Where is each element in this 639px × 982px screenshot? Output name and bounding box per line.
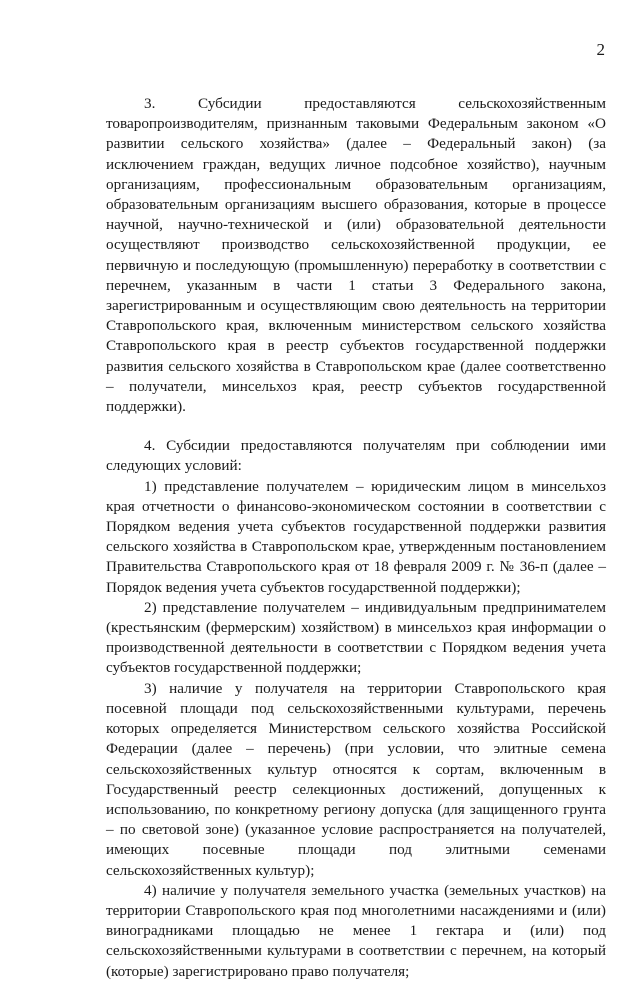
condition-2: 2) представление получателем – индивидуальным предпринимателем (крестьянским (фермерским) хозяйством) в минсельхоз края информации о производственной деятельности в соответствии с Порядком ведения учета субъектов государственной поддержки; [106, 598, 606, 677]
condition-3: 3) наличие у получателя на территории Ставропольского края посевной площади под сельскохозяйственными культурами, перечень которых определяется Министерством сельского хозяйства Российской Федерации (далее – перечень) (при условии, что элитные семена сельскохозяйственных культур относятся к сортам, включенным в Государственный реестр селекционных достижений, допущенных к использованию, по конкретному региону допуска (для защищенного грунта – по световой зоне) (указанное условие распространяется на получателей, имеющих посевные площади под элитными семенами сельскохозяйственных культур); [106, 679, 606, 879]
condition-4: 4) наличие у получателя земельного участка (земельных участков) на территории Ставропольского края под многолетними насаждениями и (или) виноградниками площадью не менее 1 гектара и (или) под сельскохозяйственными культурами в соответствии с перечнем, на который (которые) зарегистрировано право получателя; [106, 881, 606, 980]
page-number: 2 [596, 40, 605, 59]
document-body [106, 94, 606, 982]
paragraph-4: 4. Субсидии предоставляются получателям при соблюдении ими следующих условий: [106, 437, 606, 475]
paragraph-3: 3. Субсидии предоставляются сельскохозяйственным товаропроизводителям, признанным таковыми Федеральным законом «О развитии сельского хозяйства» (далее – Федеральный закон) (за исключением граждан, ведущих личное подсобное хозяйство), научным организациям, профессиональным образовательным организациям, образовательным организациям высшего образования, которые в процессе научной, научно-технической и (или) образовательной деятельности осуществляют производство сельскохозяйственной продукции, ее первичную и последующую (промышленную) переработку в соответствии с перечнем, указанным в части 1 статьи 3 Федерального закона, зарегистрированным и осуществляющим свою деятельность на территории Ставропольского края, включенным министерством сельского хозяйства Ставропольского края в реестр субъектов государственной поддержки развития сельского хозяйства в Ставропольском крае (далее соответственно – получатели, минсельхоз края, реестр субъектов государственной поддержки). [106, 95, 606, 416]
condition-1: 1) представление получателем – юридическим лицом в минсельхоз края отчетности о финансово-экономическом состоянии в соответствии с Порядком ведения учета субъектов государственной поддержки развития сельского хозяйства в Ставропольском крае, утвержденным постановлением Правительства Ставропольского края от 18 февраля 2009 г. № 36-п (далее – Порядок ведения учета субъектов государственной поддержки); [106, 477, 606, 596]
